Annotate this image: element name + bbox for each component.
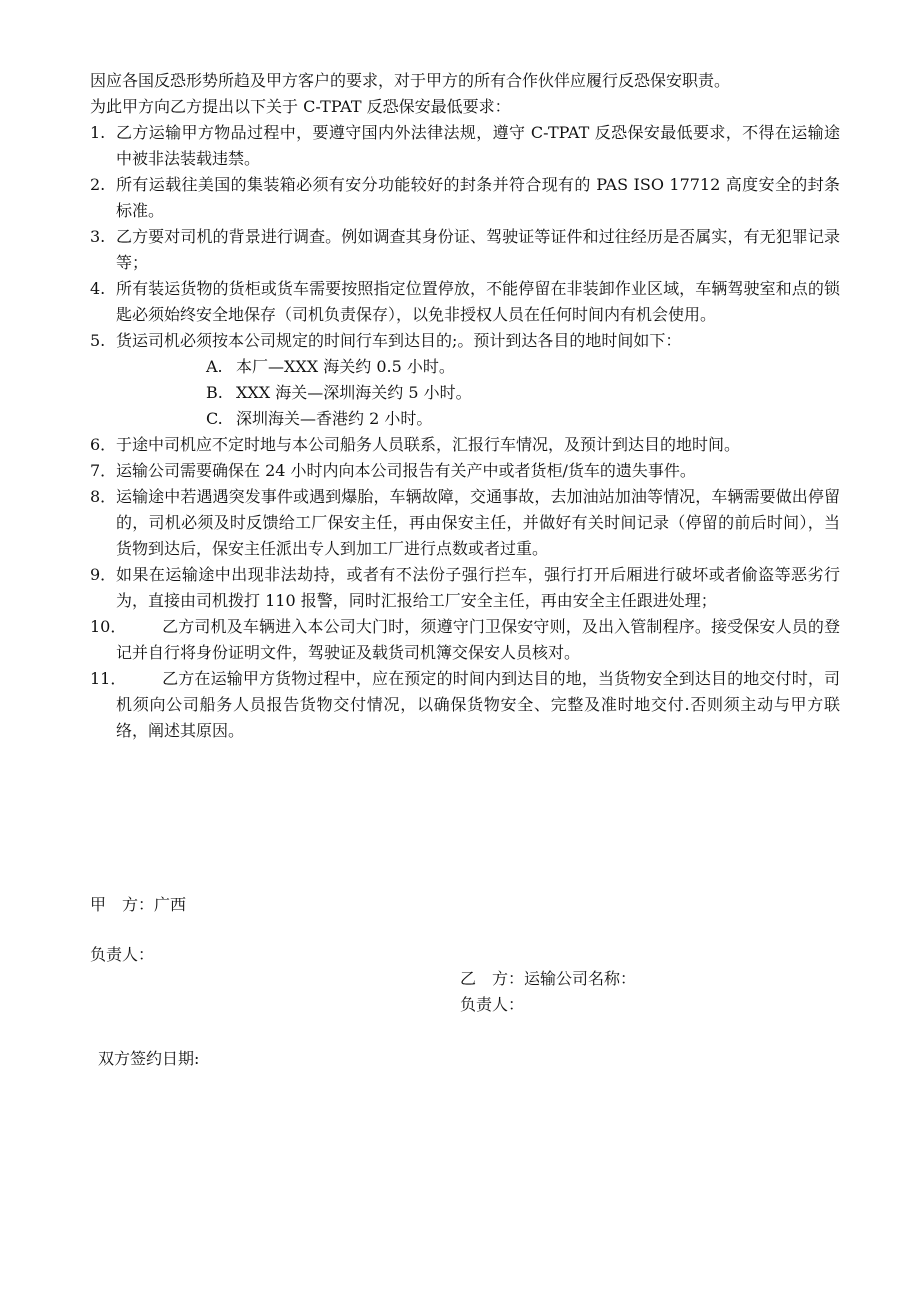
sub-text: XXX 海关—深圳海关约 5 小时。	[236, 383, 472, 402]
item-number: 11．	[90, 669, 127, 688]
item-number: 4.	[90, 279, 106, 298]
party-a-label: 甲 方：广西	[90, 895, 187, 914]
item-number: 2.	[90, 175, 106, 194]
list-item	[90, 224, 840, 276]
item-number: 7．	[90, 461, 117, 480]
requirements-list-continued	[90, 432, 840, 744]
list-item	[90, 484, 840, 562]
item-text: 于途中司机应不定时地与本公司船务人员联系，汇报行车情况，及预计到达目的地时间。	[116, 435, 741, 454]
arrival-time-a	[90, 354, 840, 380]
list-item	[90, 666, 840, 744]
party-a-representative: 负责人：	[90, 945, 155, 964]
item-text: 所有运载往美国的集装箱必须有安分功能较好的封条并符合现有的 PAS ISO 17712 高度安全的封条标准。	[116, 175, 840, 220]
list-item	[90, 120, 840, 172]
item-number: 9．	[90, 565, 117, 584]
signing-date-label: 双方签约日期:	[98, 1049, 200, 1068]
sub-letter: A.	[206, 357, 223, 376]
sub-letter: C.	[206, 409, 223, 428]
list-item	[90, 328, 840, 354]
item-number: 1.	[90, 123, 106, 142]
intro-line-1: 因应各国反恐形势所趋及甲方客户的要求，对于甲方的所有合作伙伴应履行反恐保安职责。	[90, 71, 731, 90]
sub-text: 本厂—XXX 海关约 0.5 小时。	[236, 357, 455, 376]
item-text: 乙方在运输甲方货物过程中，应在预定的时间内到达目的地，当货物安全到达目的地交付时，司机须向公司船务人员报告货物交付情况，以确保货物安全、完整及准时地交付.否则须主动与甲方联络，阐述其原因。	[116, 669, 840, 740]
sub-letter: B.	[206, 383, 223, 402]
party-b-label: 乙 方：运输公司名称：	[460, 969, 637, 988]
item-number: 5.	[90, 331, 106, 350]
list-item	[90, 614, 840, 666]
item-text: 运输途中若遇遇突发事件或遇到爆胎，车辆故障，交通事故，去加油站加油等情况，车辆需要做出停留的，司机必须及时反馈给工厂保安主任，再由保安主任，并做好有关时间记录（停留的前后时间），当货物到达后，保安主任派出专人到加工厂进行点数或者过重。	[116, 487, 840, 558]
item-text: 货运司机必须按本公司规定的时间行车到达目的;。预计到达各目的地时间如下：	[116, 331, 682, 350]
sub-text: 深圳海关—香港约 2 小时。	[236, 409, 433, 428]
list-item	[90, 172, 840, 224]
document-body	[90, 68, 840, 744]
item-text: 所有装运货物的货柜或货车需要按照指定位置停放，不能停留在非装卸作业区域，车辆驾驶室和点的锁匙必须始终安全地保存（司机负责保存），以免非授权人员在任何时间内有机会使用。	[116, 279, 840, 324]
item-text: 运输公司需要确保在 24 小时内向本公司报告有关产中或者货柜/货车的遗失事件。	[116, 461, 696, 480]
intro-line-2: 为此甲方向乙方提出以下关于 C-TPAT 反恐保安最低要求：	[90, 97, 511, 116]
requirements-list	[90, 120, 840, 354]
party-b-representative: 负责人：	[460, 995, 525, 1014]
item-text: 乙方司机及车辆进入本公司大门时，须遵守门卫保安守则，及出入管制程序。接受保安人员的登记并自行将身份证明文件，驾驶证及载货司机簿交保安人员核对。	[116, 617, 840, 662]
item-number: 10．	[90, 617, 127, 636]
list-item	[90, 276, 840, 328]
arrival-time-c	[90, 406, 840, 432]
item-number: 3.	[90, 227, 106, 246]
arrival-time-b	[90, 380, 840, 406]
item-text: 如果在运输途中出现非法劫持，或者有不法份子强行拦车，强行打开后厢进行破坏或者偷盗等恶劣行为，直接由司机拨打 110 报警，同时汇报给工厂安全主任，再由安全主任跟进处理；	[116, 565, 840, 610]
item-number: 8．	[90, 487, 117, 506]
item-text: 乙方要对司机的背景进行调查。例如调查其身份证、驾驶证等证件和过往经历是否属实，有无犯罪记录等；	[116, 227, 840, 272]
item-text: 乙方运输甲方物品过程中，要遵守国内外法律法规，遵守 C-TPAT 反恐保安最低要求，不得在运输途中被非法装载违禁。	[116, 123, 840, 168]
list-item	[90, 432, 840, 458]
list-item	[90, 458, 840, 484]
item-number: 6．	[90, 435, 117, 454]
list-item	[90, 562, 840, 614]
